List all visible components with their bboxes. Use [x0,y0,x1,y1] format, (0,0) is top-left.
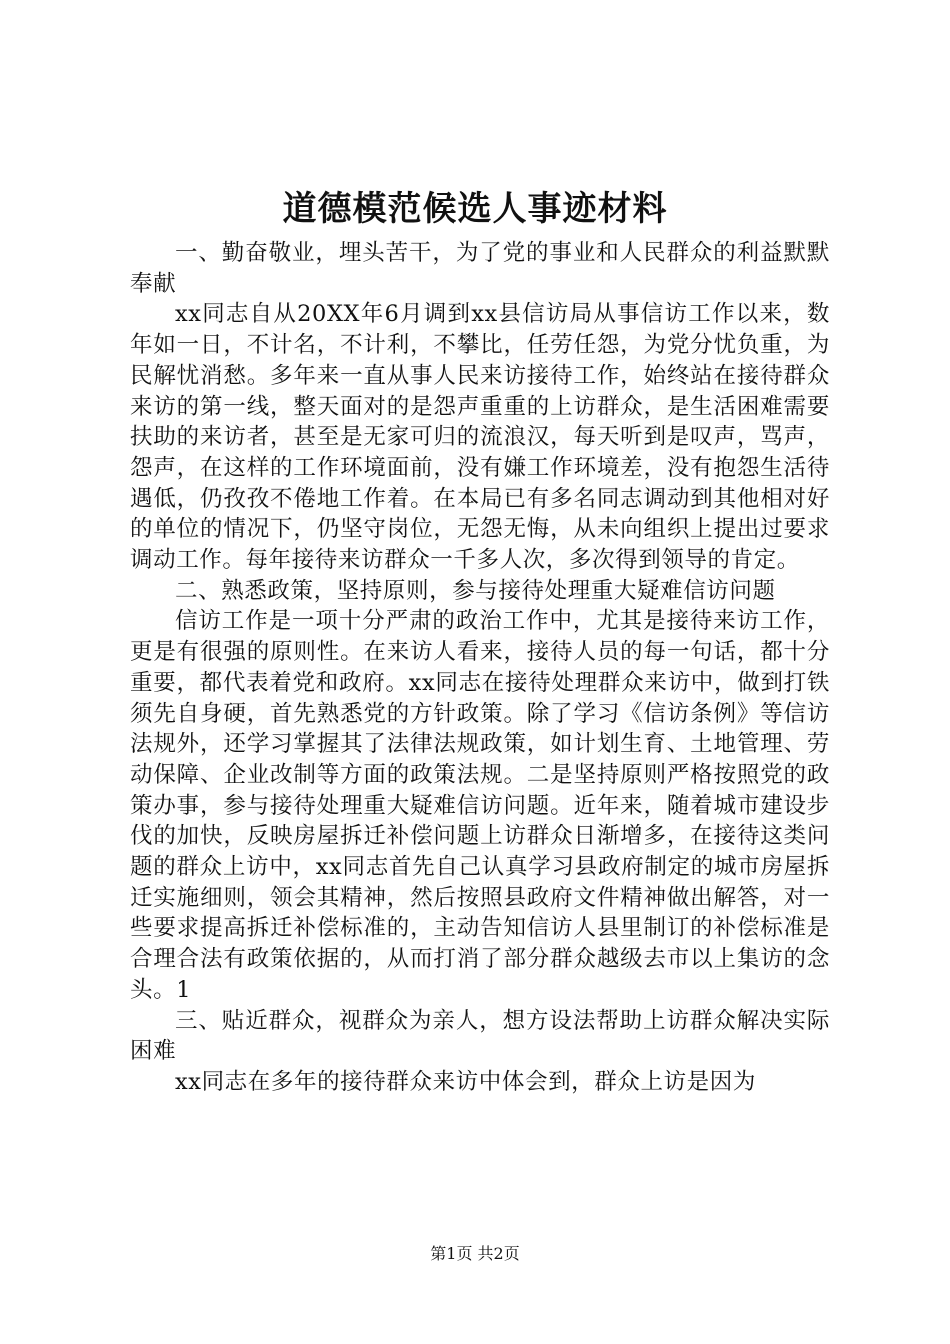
document-title: 道德模范候选人事迹材料 [282,189,668,229]
page-footer: 第1页 共2页 [430,1244,520,1263]
body-paragraph-3: xx同志在多年的接待群众来访中体会到，群众上访是因为 [175,1068,756,1095]
section-heading-2: 二、熟悉政策，坚持原则，参与接待处理重大疑难信访问题 [175,577,776,604]
document-body [130,238,830,1098]
body-paragraph-1: xx同志自从20XX年6月调到xx县信访局从事信访工作以来，数年如一日，不计名，不计利，不攀比，任劳任怨，为党分忧负重，为民解忧消愁。多年来一直从事人民来访接待工作，始终站在接待群众来访的第一线，整天面对的是怨声重重的上访群众，是生活困难需要扶助的来访者，甚至是无家可归的流浪汉，每天听到是叹声，骂声，怨声，在这样的工作环境面前，没有嫌工作环境差，没有抱怨生活待遇低，仍孜孜不倦地工作着。在本局已有多名同志调动到其他相对好的单位的情况下，仍坚守岗位，无怨无悔，从未向组织上提出过要求调动工作。每年接待来访群众一千多人次，多次得到领导的肯定。 [130,301,830,574]
section-heading-3: 三、贴近群众，视群众为亲人，想方设法帮助上访群众解决实际困难 [130,1007,830,1065]
body-paragraph-2: 信访工作是一项十分严肃的政治工作中，尤其是接待来访工作，更是有很强的原则性。在来访人看来，接待人员的每一句话，都十分重要，都代表着党和政府。xx同志在接待处理群众来访中，做到打铁须先自身硬，首先熟悉党的方针政策。除了学习《信访条例》等信访法规外，还学习掌握其了法律法规政策，如计划生育、土地管理、劳动保障、企业改制等方面的政策法规。二是坚持原则严格按照党的政策办事，参与接待处理重大疑难信访问题。近年来，随着城市建设步伐的加快，反映房屋拆迁补偿问题上访群众日渐增多，在接待这类问题的群众上访中，xx同志首先自己认真学习县政府制定的城市房屋拆迁实施细则，领会其精神，然后按照县政府文件精神做出解答，对一些要求提高拆迁补偿标准的，主动告知信访人县里制订的补偿标准是合理合法有政策依据的，从而打消了部分群众越级去市以上集访的念头。1 [130,608,830,1003]
section-heading-1: 一、勤奋敬业，埋头苦干，为了党的事业和人民群众的利益默默奉献 [130,240,830,297]
